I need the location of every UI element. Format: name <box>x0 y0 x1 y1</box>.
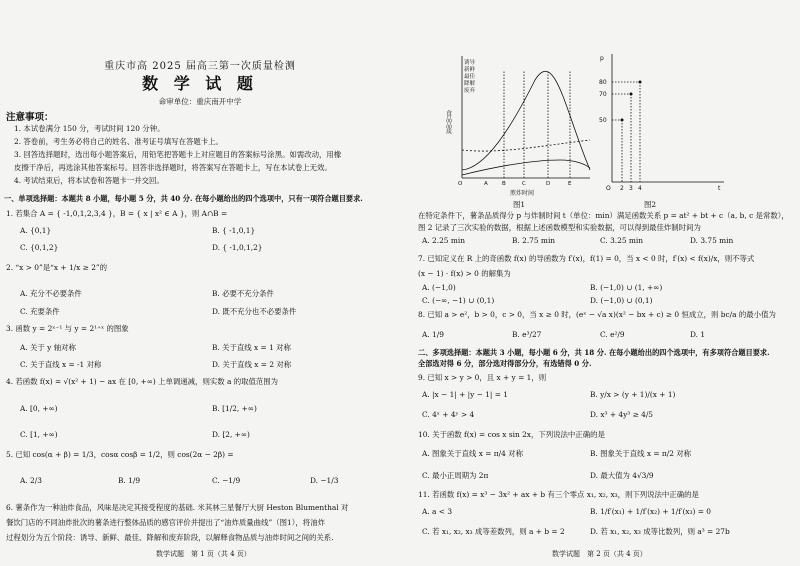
fig1-xtick-3: C <box>522 181 526 187</box>
fig1-quality-curve <box>462 71 590 170</box>
fig2-xtick-4: 4 <box>638 185 642 192</box>
page-right <box>400 0 800 566</box>
q2-option-a[interactable]: A. 充分不必要条件 <box>20 289 82 298</box>
q2-option-b[interactable]: B. 必要不充分条件 <box>212 289 274 298</box>
q10-option-d[interactable]: D. 最大值为 4√3/9 <box>590 471 654 480</box>
fig1-ylabel: 食品品质 <box>444 110 452 134</box>
q10-stem: 10. 关于函数 f(x) = cos x sin 2x，下列说法中正确的是 <box>418 430 605 439</box>
fig2-xtick-2: 2 <box>620 185 624 192</box>
q8-option-c[interactable]: C. e²/9 <box>600 330 625 339</box>
fig1-legend-5: 废弃 <box>464 88 476 94</box>
q4-option-a[interactable]: A. [0, +∞) <box>20 404 58 413</box>
figure1-caption: 图1 <box>513 200 526 209</box>
q6-cont-1: 在特定条件下，薯条品质得分 p 与炸制时间 t（单位：min）满足函数关系 p = at² + bt + c（a, b, c 是常数）， <box>418 211 789 220</box>
section1-heading: 一、单项选择题：本题共 8 小题，每小题 5 分，共 40 分. 在每小题给出的四个选项中，只有一项符合题目要求. <box>4 194 363 203</box>
q7-line-2: (x − 1) · f(x) > 0 的解集为 <box>418 269 511 278</box>
q7-line-1: 7. 已知定义在 R 上的奇函数 f(x) 的导函数为 f′(x)，f(1) = 0，当 x < 0 时，f′(x) < f(x)/x，则不等式 <box>418 254 755 263</box>
fig2-ytick-80: 80 <box>599 79 607 86</box>
q5-stem: 5. 已知 cos(α + β) = 1/3，cosα cosβ = 1/2，则 cos(2α − 2β) = <box>6 450 234 459</box>
q4-option-b[interactable]: B. [1/2, +∞) <box>212 404 257 413</box>
figure1-quality-curve <box>440 50 595 205</box>
fig1-legend-1: 诱导 <box>464 60 476 66</box>
q11-option-a[interactable]: A. a < 3 <box>422 507 453 516</box>
q6-cont-2: 图 2 记录了三次实验的数据，根据上述函数模型和实验数据，可以得到最佳炸制时间为 <box>418 223 701 232</box>
q6-line-2: 餐饮门店的不同油炸批次的薯条进行整体品质的感官评价并提出了“油炸质量曲线”（图1），将油炸 <box>6 518 325 527</box>
q11-option-c[interactable]: C. 若 x₁, x₂, x₃ 成等差数列，则 a + b = 2 <box>422 527 565 536</box>
notice-item-1: 1. 本试卷满分 150 分，考试时间 120 分钟。 <box>14 124 165 133</box>
q3-option-d[interactable]: D. 关于直线 x = 2 对称 <box>212 360 292 369</box>
notice-item-2: 2. 答卷前，考生务必将自己的姓名、准考证号填写在答题卡上。 <box>14 137 223 146</box>
footer-right: 数学试题 第 2 页（共 4 页） <box>552 550 647 558</box>
fig2-ytick-50: 50 <box>599 117 607 124</box>
q2-option-c[interactable]: C. 充要条件 <box>20 307 60 316</box>
fig1-xtick-0: O <box>458 181 463 187</box>
q4-option-c[interactable]: C. [1, +∞) <box>20 430 58 439</box>
q1-option-a[interactable]: A. {0,1} <box>20 226 52 235</box>
q7-option-c[interactable]: C. (−∞, −1) ∪ (0,1) <box>422 296 495 305</box>
fig2-ytick-70: 70 <box>599 91 607 98</box>
notice-heading: 注意事项： <box>6 112 54 123</box>
q11-option-d[interactable]: D. 若 x₁, x₂, x₃ 成等比数列，则 a³ = 27b <box>590 527 730 536</box>
q5-option-d[interactable]: D. −1/3 <box>310 476 339 485</box>
q1-option-d[interactable]: D. { -1,0,1,2} <box>212 243 263 252</box>
q3-option-b[interactable]: B. 关于直线 x = 1 对称 <box>212 343 291 352</box>
exam-title: 重庆市高 2025 届高三第一次质量检测 <box>104 61 296 72</box>
q3-stem: 3. 函数 y = 2ˣ⁻¹ 与 y = 2¹⁺ˣ 的图象 <box>6 324 129 333</box>
q11-stem: 11. 若函数 f(x) = x³ − 3x² + ax + b 有三个零点 x₁, x₂, x₃，则下列说法中正确的是 <box>418 490 699 499</box>
q1-option-b[interactable]: B. { -1,0,1} <box>212 226 256 235</box>
q8-option-a[interactable]: A. 1/9 <box>422 330 444 339</box>
fig1-xtick-4: D <box>546 181 551 187</box>
q3-option-a[interactable]: A. 关于 y 轴对称 <box>20 343 76 352</box>
fig1-legend-3: 最佳 <box>464 74 476 80</box>
q6-line-3: 过程划分为五个阶段：诱导、新鲜、最佳、降解和废弃阶段，以解释食物品质与油炸时间之间的关系. <box>6 533 334 542</box>
q8-option-d[interactable]: D. 1 <box>690 330 706 339</box>
q9-option-b[interactable]: B. y/x > (y + 1)/(x + 1) <box>590 390 676 399</box>
fig2-point-3 <box>639 81 642 84</box>
q10-option-a[interactable]: A. 图象关于直线 x = π/4 对称 <box>422 449 523 458</box>
notice-item-3-cont: 皮擦干净后，再选涂其他答案标号。回答非选择题时，将答案写在答题卡上，写在本试卷上无效。 <box>14 163 332 172</box>
q6-option-a[interactable]: A. 2.25 min <box>422 236 465 245</box>
fig1-legend-4: 降解 <box>464 81 476 87</box>
notice-item-3: 3. 回答选择题时，选出每小题答案后，用铅笔把答题卡上对应题目的答案标号涂黑。如需改动，用橡 <box>14 150 342 159</box>
fig2-xtick-3: 3 <box>629 185 633 192</box>
q10-option-c[interactable]: C. 最小正周期为 2π <box>422 471 489 480</box>
q11-option-b[interactable]: B. 1/f′(x₁) + 1/f′(x₂) + 1/f′(x₃) = 0 <box>590 507 712 516</box>
fig2-point-1 <box>621 119 624 122</box>
q5-option-a[interactable]: A. 2/3 <box>20 476 42 485</box>
fig1-xlabel: 煎炸时间 <box>510 190 535 197</box>
q9-stem: 9. 已知 x > y > 0，且 x + y = 1，则 <box>418 373 547 382</box>
q4-option-d[interactable]: D. [2, +∞) <box>212 430 250 439</box>
fig1-xtick-1: A <box>484 181 488 187</box>
q8-option-b[interactable]: B. e³/27 <box>512 330 542 339</box>
fig1-xtick-5: E <box>568 181 572 187</box>
fig1-dashed-curve <box>462 140 590 151</box>
q7-option-a[interactable]: A. (−1,0) <box>422 283 456 292</box>
q7-option-b[interactable]: B. (−1,0) ∪ (1, +∞) <box>590 283 663 292</box>
q6-line-1: 6. 薯条作为一种油炸食品，风味是决定其接受程度的基础. 米其林三星餐厅大厨 Heston Blumenthal 对 <box>6 503 349 512</box>
fig1-legend-2: 新鲜 <box>464 67 476 73</box>
fig2-xlabel: t <box>718 185 721 192</box>
q7-option-d[interactable]: D. (−1,0) ∪ (0,1) <box>590 296 653 305</box>
fig1-xtick-2: B <box>502 181 506 187</box>
q2-stem: 2. “x > 0”是“x + 1/x ≥ 2”的 <box>6 263 108 272</box>
figure2-experiment-data <box>598 50 728 200</box>
q1-stem: 1. 若集合 A = { -1,0,1,2,3,4 }，B = { x | x² ∈ A }，则 A∩B = <box>6 209 228 218</box>
footer-left: 数学试题 第 1 页（共 4 页） <box>156 550 251 558</box>
q10-option-b[interactable]: B. 图象关于直线 x = π/2 对称 <box>590 449 692 458</box>
q6-option-b[interactable]: B. 2.75 min <box>512 236 556 245</box>
fig2-xtick-0: O <box>606 185 611 192</box>
q4-stem: 4. 若函数 f(x) = √(x² + 1) − ax 在 [0, +∞) 上单调递减，则实数 a 的取值范围为 <box>6 377 279 386</box>
fig1-secondary-curve <box>462 160 590 175</box>
section2-heading-1: 二、多项选择题：本题共 3 小题，每小题 6 分，共 18 分. 在每小题给出的四个选项中，有多项符合题目要求. <box>418 348 770 357</box>
q2-option-d[interactable]: D. 既不充分也不必要条件 <box>212 307 297 316</box>
q5-option-c[interactable]: C. −1/9 <box>212 476 241 485</box>
q9-option-a[interactable]: A. |x − 1| + |y − 1| = 1 <box>422 390 509 399</box>
q9-option-d[interactable]: D. x³ + 4y³ ≥ 4/5 <box>590 410 654 419</box>
q1-option-c[interactable]: C. {0,1,2} <box>20 243 59 252</box>
fig2-point-2 <box>630 93 633 96</box>
figure2-caption: 图2 <box>644 200 657 209</box>
q6-option-d[interactable]: D. 3.75 min <box>690 236 734 245</box>
fig2-ylabel: p <box>600 55 604 62</box>
q8-stem: 8. 已知 a > e²，b > 0，c > 0，当 x ≥ 0 时，(eˣ − √a x)(x² − bx + c) ≥ 0 恒成立，则 bc/a 的最小值为 <box>418 310 776 319</box>
q3-option-c[interactable]: C. 关于直线 x = -1 对称 <box>20 360 102 369</box>
q6-option-c[interactable]: C. 3.25 min <box>600 236 644 245</box>
exam-unit: 命审单位：重庆南开中学 <box>158 97 242 106</box>
q9-option-c[interactable]: C. 4ˣ + 4ʸ > 4 <box>422 410 475 419</box>
section2-heading-2: 全部选对得 6 分，部分选对得部分分，有选错得 0 分. <box>418 359 592 368</box>
notice-item-4: 4. 考试结束后，将本试卷和答题卡一并交回。 <box>14 176 164 185</box>
subject-title: 数 学 试 题 <box>142 74 258 93</box>
q5-option-b[interactable]: B. 1/9 <box>118 476 141 485</box>
